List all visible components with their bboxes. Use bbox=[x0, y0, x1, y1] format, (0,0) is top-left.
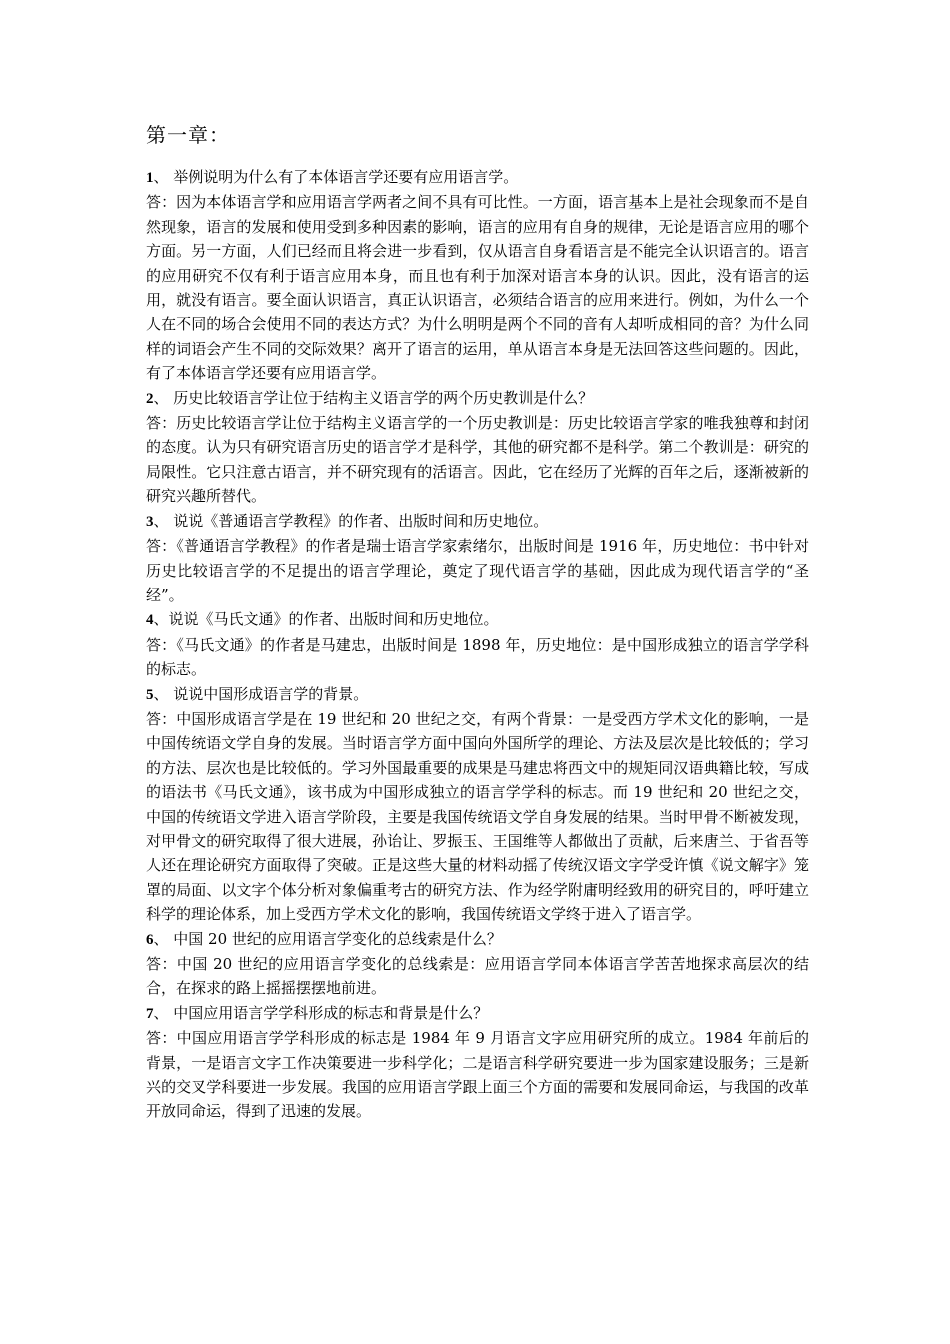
question-text: 、说说《马氏文通》的作者、出版时间和历史地位。 bbox=[153, 610, 499, 629]
question bbox=[146, 927, 809, 952]
qa-list bbox=[146, 165, 809, 1124]
question bbox=[146, 607, 809, 632]
question-number: 5 bbox=[146, 686, 154, 703]
answer: 答：因为本体语言学和应用语言学两者之间不具有可比性。一方面，语言基本上是社会现象而不是自然现象，语言的发展和使用受到多种因素的影响，语言的应用有自身的规律，无论是语言应用的哪个方面。另一方面，人们已经而且将会进一步看到，仅从语言自身看语言是不能完全认识语言的。语言的应用研究不仅有利于语言应用本身，而且也有利于加深对语言本身的认识。因此，没有语言的运用，就没有语言。要全面认识语言，真正认识语言，必须结合语言的应用来进行。例如，为什么一个人在不同的场合会使用不同的表达方式？为什么明明是两个不同的音有人却听成相同的音？为什么同样的词语会产生不同的交际效果？离开了语言的运用，单从语言本身是无法回答这些问题的。因此，有了本体语言学还要有应用语言学。 bbox=[146, 193, 809, 383]
question bbox=[146, 682, 809, 707]
question-number: 7 bbox=[146, 1005, 154, 1022]
qa-item bbox=[146, 1001, 809, 1124]
qa-item bbox=[146, 927, 809, 1001]
answer: 答：中国应用语言学学科形成的标志是 1984 年 9 月语言文字应用研究所的成立。1984 年前后的背景，一是语言文字工作决策要进一步科学化；二是语言科学研究要进一步为国家建设服务；三是新兴的交叉学科要进一步发展。我国的应用语言学跟上面三个方面的需要和发展同命运，与我国的改革开放同命运，得到了迅速的发展。 bbox=[146, 1029, 809, 1121]
question-text: 、 历史比较语言学让位于结构主义语言学的两个历史教训是什么？ bbox=[153, 388, 594, 407]
answer: 答：《马氏文通》的作者是马建忠，出版时间是 1898 年，历史地位：是中国形成独立的语言学学科的标志。 bbox=[146, 635, 809, 679]
question-text: 、 说说中国形成语言学的背景。 bbox=[153, 684, 369, 703]
qa-item bbox=[146, 682, 809, 927]
question-text: 、 举例说明为什么有了本体语言学还要有应用语言学。 bbox=[153, 168, 519, 186]
question-text: 、 中国应用语言学学科形成的标志和背景是什么？ bbox=[153, 1003, 489, 1022]
question-text: 、 中国 20 世纪的应用语言学变化的总线索是什么？ bbox=[153, 929, 502, 948]
question-number: 1 bbox=[146, 170, 154, 186]
question-number: 3 bbox=[146, 513, 154, 530]
qa-item bbox=[146, 509, 809, 608]
question-number: 4 bbox=[146, 612, 154, 629]
question bbox=[146, 165, 809, 190]
question bbox=[146, 509, 809, 534]
question-number: 2 bbox=[146, 390, 154, 407]
answer: 答：历史比较语言学让位于结构主义语言学的一个历史教训是：历史比较语言学家的唯我独尊和封闭的态度。认为只有研究语言历史的语言学才是科学，其他的研究都不是科学。第二个教训是：研究的局限性。它只注意古语言，并不研究现有的活语言。因此，它在经历了光辉的百年之后，逐渐被新的研究兴趣所替代。 bbox=[146, 414, 809, 506]
question-text: 、 说说《普通语言学教程》的作者、出版时间和历史地位。 bbox=[153, 511, 549, 530]
question bbox=[146, 386, 809, 411]
qa-item bbox=[146, 386, 809, 509]
answer: 答：中国形成语言学是在 19 世纪和 20 世纪之交，有两个背景：一是受西方学术文化的影响，一是中国传统语文学自身的发展。当时语言学方面中国向外国所学的理论、方法及层次是比较低的；学习的方法、层次也是比较低的。学习外国最重要的成果是马建忠将西文中的规矩同汉语典籍比较，写成的语法书《马氏文通》，该书成为中国形成独立的语言学学科的标志。而 19 世纪和 20 世纪之交，中国的传统语文学进入语言学阶段，主要是我国传统语文学自身发展的结果。当时甲骨不断被发现，对甲骨文的研究取得了很大进展，孙诒让、罗振玉、王国维等人都做出了贡献，后来唐兰、于省吾等人还在理论研究方面取得了突破。正是这些大量的材料动摇了传统汉语文字学受许慎《说文解字》笼罩的局面、以文字个体分析对象偏重考古的研究方法、作为经学附庸明经致用的研究目的，呼吁建立科学的理论体系，加上受西方学术文化的影响，我国传统语文学终于进入了语言学。 bbox=[146, 709, 809, 924]
question-number: 6 bbox=[146, 931, 154, 948]
question bbox=[146, 1001, 809, 1026]
answer: 答：《普通语言学教程》的作者是瑞士语言学家索绪尔，出版时间是 1916 年，历史地位：书中针对历史比较语言学的不足提出的语言学理论，奠定了现代语言学的基础，因此成为现代语言学的“圣经”。 bbox=[146, 537, 809, 604]
answer: 答：中国 20 世纪的应用语言学变化的总线索是：应用语言学同本体语言学苦苦地探求高层次的结合，在探求的路上摇摇摆摆地前进。 bbox=[146, 955, 809, 998]
qa-item bbox=[146, 607, 809, 681]
qa-item bbox=[146, 165, 809, 386]
chapter-title: 第一章： bbox=[146, 123, 230, 147]
